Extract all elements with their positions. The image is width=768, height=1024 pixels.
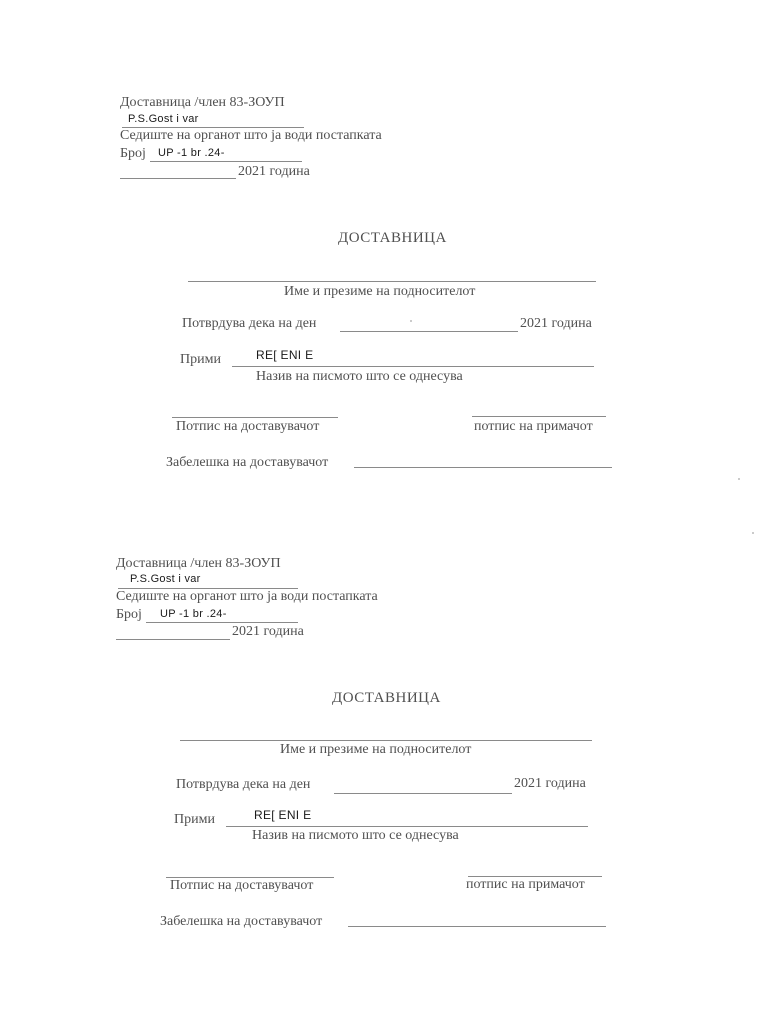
note-label: Забелешка на доставувачот <box>166 455 329 470</box>
note-underline <box>348 926 606 927</box>
applicant-label: Име и презиме на подносителот <box>280 742 472 757</box>
number-label: Број <box>116 607 142 622</box>
received-typed-value: RE[ ENI E <box>254 808 312 822</box>
recipient-signature-label: потпис на примачот <box>474 419 593 434</box>
number-typed-value: UP -1 br .24- <box>158 147 225 159</box>
scan-speck <box>410 320 412 322</box>
confirm-year-label: 2021 година <box>520 316 592 331</box>
received-label: Прими <box>180 352 221 367</box>
recipient-signature-label: потпис на примачот <box>466 877 585 892</box>
confirm-date-underline <box>334 793 512 794</box>
authority-label: Седиштe на органот што ја води постапката <box>116 589 378 604</box>
confirm-label: Потврдува дека на ден <box>176 777 311 792</box>
note-underline <box>354 467 612 468</box>
received-typed-value: RE[ ENI E <box>256 348 314 362</box>
confirm-year-label: 2021 година <box>514 776 586 791</box>
number-underline <box>146 622 298 623</box>
authority-label: Седиштe на органот што ја води постапката <box>120 128 382 143</box>
received-underline <box>226 826 588 827</box>
note-label: Забелешка на доставувачот <box>160 914 323 929</box>
scan-speck <box>752 532 754 534</box>
year-label: 2021 година <box>232 624 304 639</box>
year-label: 2021 година <box>238 164 310 179</box>
date-underline <box>116 639 230 640</box>
letter-label: Назив на писмото што се однесува <box>256 369 463 384</box>
authority-typed-value: P.S.Gost i var <box>128 113 199 125</box>
deliverer-signature-label: Потпис на доставувачот <box>170 878 314 893</box>
form-header: Доставница /член 83-ЗОУП <box>120 95 285 110</box>
letter-label: Назив на писмото што се однесува <box>252 828 459 843</box>
applicant-label: Име и презиме на подносителот <box>284 284 476 299</box>
number-typed-value: UP -1 br .24- <box>160 608 227 620</box>
confirm-label: Потврдува дека на ден <box>182 316 317 331</box>
form-title: ДОСТАВНИЦА <box>332 690 441 706</box>
deliverer-signature-label: Потпис на доставувачот <box>176 419 320 434</box>
form-header: Доставница /член 83-ЗОУП <box>116 556 281 571</box>
form-title: ДОСТАВНИЦА <box>338 230 447 246</box>
authority-typed-value: P.S.Gost i var <box>130 573 201 585</box>
applicant-underline <box>180 740 592 741</box>
scan-speck <box>738 478 740 480</box>
number-label: Број <box>120 146 146 161</box>
received-label: Прими <box>174 812 215 827</box>
